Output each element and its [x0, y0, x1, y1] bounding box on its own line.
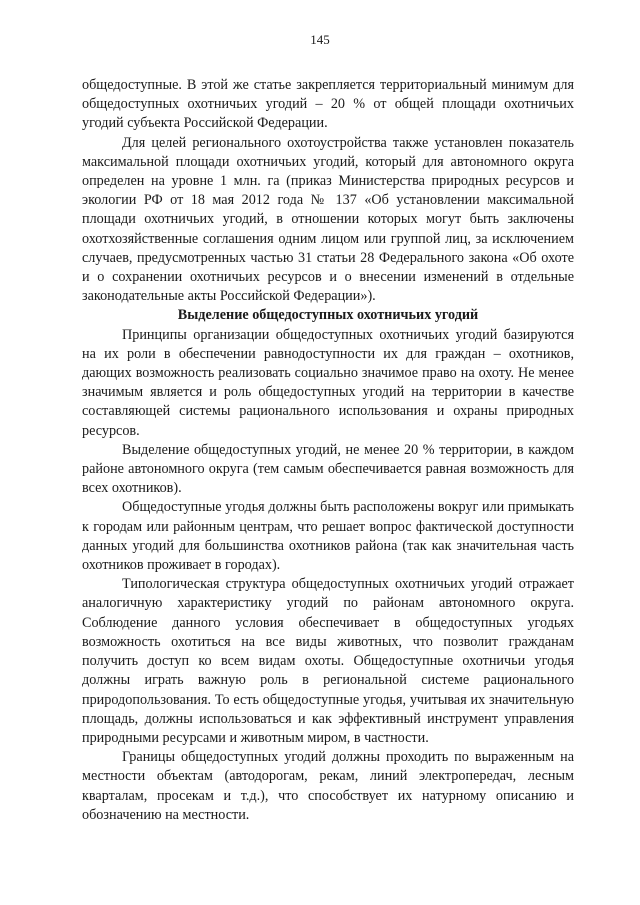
- paragraph: Для целей регионального охотоустройства также установлен показатель максимальной площади охотничьих угодий, который для автономного округа определен на уровне 1 млн. га (приказ Министерства природных ресурсов и экологии РФ от 18 мая 2012 года № 137 «Об установлении максимальной площади охотничьих угодий, в отношении которых могут быть заключены охотхозяйственные соглашения одним лицом или группой лиц, за исключением случаев, предусмотренных частью 31 статьи 28 Федерального закона «Об охоте и о сохранении охотничьих ресурсов и о внесении изменений в отдельные законодательные акты Российской Федерации»).: [82, 134, 574, 305]
- document-body: [82, 76, 574, 825]
- paragraph: Границы общедоступных угодий должны проходить по выраженным на местности объектам (автодорогам, рекам, линий электропередач, лесным кварталам, просекам и т.д.), что способствует их натурному описанию и обозначению на местности.: [82, 749, 574, 823]
- paragraph: Выделение общедоступных угодий, не менее 20 % территории, в каждом районе автономного округа (тем самым обеспечивается равная возможность для всех охотников).: [82, 441, 574, 497]
- paragraph: общедоступные. В этой же статье закрепляется территориальный минимум для общедоступных охотничьих угодий – 20 % от общей площади охотничьих угодий субъекта Российской Федерации.: [82, 77, 574, 132]
- section-heading: Выделение общедоступных охотничьих угодий: [177, 307, 479, 324]
- paragraph: Принципы организации общедоступных охотничьих угодий базируются на их роли в обеспечении равнодоступности их для граждан – охотников, дающих возможность реализовать социально значимое право на охоту. Не менее значимым является и роль общедоступных угодий на территории в качестве составляющей системы рационального использования и охраны природных ресурсов.: [82, 326, 574, 439]
- paragraph: Общедоступные угодья должны быть расположены вокруг или примыкать к городам или районным центрам, что решает вопрос фактической доступности данных угодий для большинства охотников района (так как значительная часть охотников проживает в городах).: [82, 499, 574, 574]
- paragraph: Типологическая структура общедоступных охотничьих угодий отражает аналогичную характеристику угодий по районам автономного округа. Соблюдение данного условия обеспечивает в общедоступных угодьях возможность охотиться на все виды животных, что позволит гражданам получить доступ ко всем видам охоты. Общедоступные охотничьи угодья должны играть важную роль в региональной системе рационального природопользования. То есть общедоступные угодья, учитывая их значительную площадь, должны использоваться и как эффективный инструмент управления природными ресурсами и животным миром, в частности.: [82, 576, 574, 746]
- page-number: 145: [310, 32, 330, 47]
